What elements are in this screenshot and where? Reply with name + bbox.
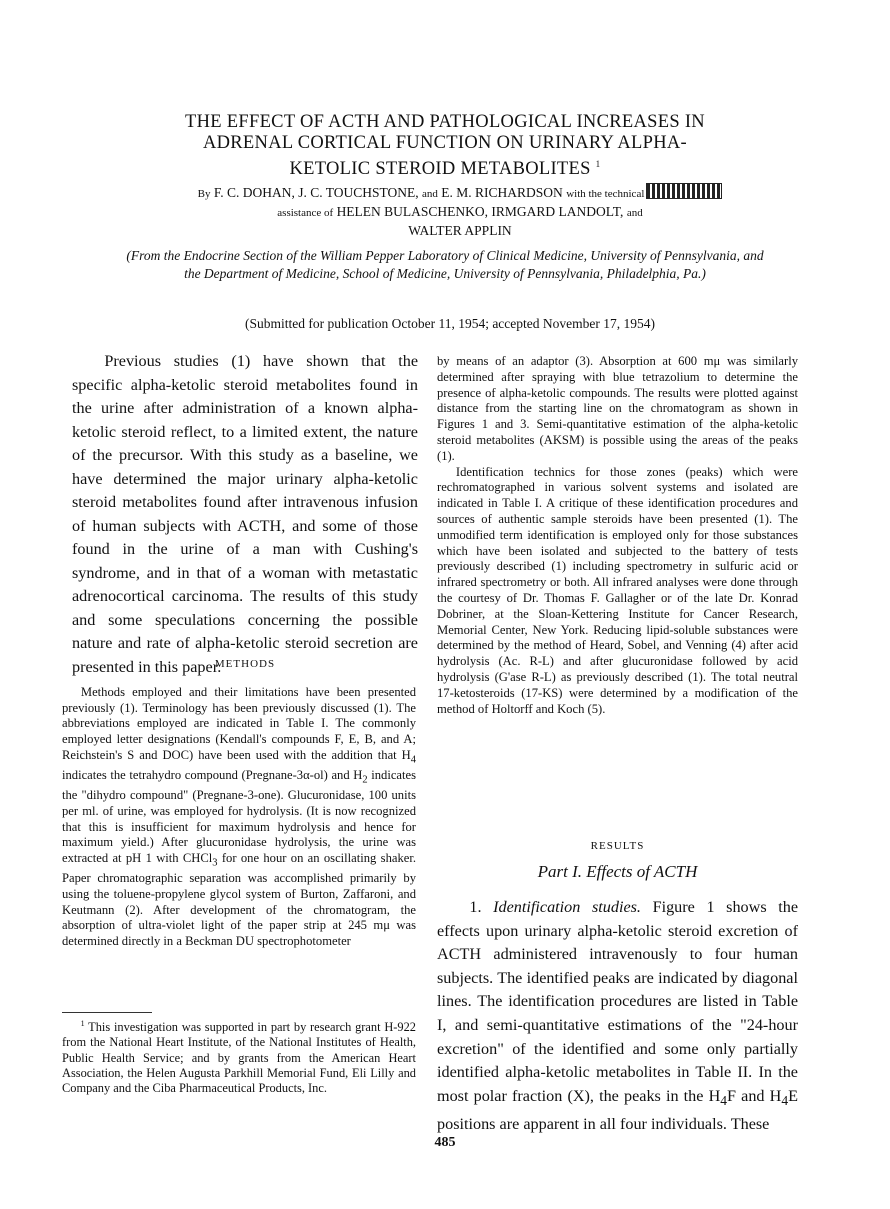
methods-continued-paragraph-1: by means of an adaptor (3). Absorption at 600 mμ was similarly determined after spraying with blue tetrazolium to determine the presence of alpha-ketolic compounds. The results were plotted against distance from the starting line on the chromatogram as shown in Figures 1 and 3. Semi-quantitative estimation of the alpha-ketolic steroid metabolites (AKSM) is possible using the areas of the peaks (1). xyxy=(437,354,798,463)
results-heading: RESULTS xyxy=(590,840,645,852)
results-paragraph: 1. Identification studies. Figure 1 shows the effects upon urinary alpha-ketolic steroid excretion of ACTH administered intravenously to four human subjects. The identified peaks are indicated by diagonal lines. The identification procedures are listed in Table I, and semi-quantitative estimations of the "24-hour excretion" of the identified and some only partially identified alpha-ketolic metabolites in Table II. In the most polar fraction (X), the peaks in the $H_4F$ and $H_4E$ positions are apparent in all four individuals. These xyxy=(437,898,799,1133)
footnote-divider xyxy=(62,1012,152,1013)
authors-line-2: assistance of HELEN BULASCHENKO, IRMGARD LANDOLT, and xyxy=(277,204,643,219)
article-title xyxy=(110,112,780,180)
page-number: 485 xyxy=(434,1135,456,1150)
authors-line-3: WALTER APPLIN xyxy=(408,223,512,238)
methods-section xyxy=(62,685,416,950)
intro-paragraph: Previous studies (1) have shown that the specific alpha-ketolic steroid metabolites found in the urine after administration of a known alpha-ketolic steroid reflect, to a limited extent, the nature of the precursor. With this study as a baseline, we have determined the major urinary alpha-ketolic steroid metabolites found after intravenous infusion of human subjects with ACTH, and some of those found in the urine of a man with Cushing's syndrome, and in that of a woman with metastatic adrenocortical carcinoma. The results of this study and some speculations concerning the possible nature and rate of alpha-ketolic steroid secretion are presented in this paper. xyxy=(72,352,418,676)
methods-continued-paragraph-2: Identification technics for those zones (peaks) which were rechromatographed in various solvent systems and isolated are indicated in Table I. A critique of these identification procedures and sources of authentic sample steroids have been presented (1). The unmodified term identification is employed only for those substances which have been isolated and subjected to the battery of tests previously described (1) including spectrometry in sulfuric acid or infrared spectrometry or both. All infrared analyses were done through the courtesy of Dr. Thomas F. Gallagher or of the late Dr. Konrad Dobriner, at the Sloan-Kettering Institute for Cancer Research, Memorial Center, New York. Reducing lipid-soluble substances were determined by the method of Heard, Sobel, and Venning (4) after acid hydrolysis (Ac. R-L) and after glucuronidase followed by acid hydrolysis (G'ase R-L) as previously described (1). The total neutral 17-ketosteroids (17-KS) were determined by a modification of the method of Holtorff and Koch (5). xyxy=(437,464,798,716)
methods-continued xyxy=(437,354,798,717)
title-line-1: THE EFFECT OF ACTH AND PATHOLOGICAL INCREASES IN xyxy=(185,112,705,132)
results-section xyxy=(437,896,798,1136)
author-richardson: E. M. RICHARDSON xyxy=(441,185,563,200)
author-names: F. C. DOHAN, J. C. TOUCHSTONE, xyxy=(213,185,419,200)
affiliation: (From the Endocrine Section of the William Pepper Laboratory of Clinical Medicine, University of Pennsylvania, and the Department of Medicine, School of Medicine, University of Pennsylvania, Philadelphia, Pa.) xyxy=(126,248,764,281)
library-stamp xyxy=(646,183,722,199)
introduction xyxy=(72,350,418,679)
submission-dates: (Submitted for publication October 11, 1954; accepted November 17, 1954) xyxy=(244,316,656,331)
title-line-3: KETOLIC STEROID METABOLITES $^1$ xyxy=(289,159,601,180)
part-one-heading: Part I. Effects of ACTH xyxy=(537,862,698,881)
title-footnote-mark: 1 xyxy=(595,159,601,169)
author-list xyxy=(110,183,810,240)
assistant-names: HELEN BULASCHENKO, IRMGARD LANDOLT, xyxy=(336,204,624,219)
authors-line-1: By F. C. DOHAN, J. C. TOUCHSTONE, and E. M. RICHARDSON with the technical xyxy=(110,183,810,203)
footnote-text: $^1$ This investigation was supported in part by research grant H-922 from the National Heart Institute, of the National Institutes of Health, Public Health Service; and by grants from the American Heart Association, the Helen Augusta Parkhill Memorial Fund, Eli Lilly and Company and the Ciba Pharmaceutical Products, Inc. xyxy=(62,1019,416,1095)
footnote xyxy=(62,1016,416,1096)
title-line-2: ADRENAL CORTICAL FUNCTION ON URINARY ALPHA- xyxy=(202,133,688,153)
methods-heading: METHODS xyxy=(214,658,276,670)
methods-paragraph: Methods employed and their limitations have been presented previously (1). Terminology has been previously discussed (1). The abbreviations employed are indicated in Table I. The commonly employed letter designations (Kendall's compounds F, E, B, and A; Reichstein's S and DOC) have been used with the addition that $H_4$ indicates the tetrahydro compound (Pregnane-3α-ol) and $H_2$ indicates the "dihydro compound" (Pregnane-3-one). Glucuronidase, 100 units per ml. of urine, was employed for hydrolysis. (It is now recognized that this is insufficient for maximum hydrolysis and hence for maximum yield.) After glucuronidase hydrolysis, the urine was extracted at pH 1 with CHCl$_3$ for one hour on an oscillating shaker. Paper chromatographic separation was accomplished primarily by using the toluene-propylene glycol system of Burton, Zaffaroni, and Keutmann (2). After development of the chromatogram, the absorption of ultra-violet light of the paper strip at 245 mμ was determined directly in a Beckman DU spectrophotometer xyxy=(62,685,416,949)
